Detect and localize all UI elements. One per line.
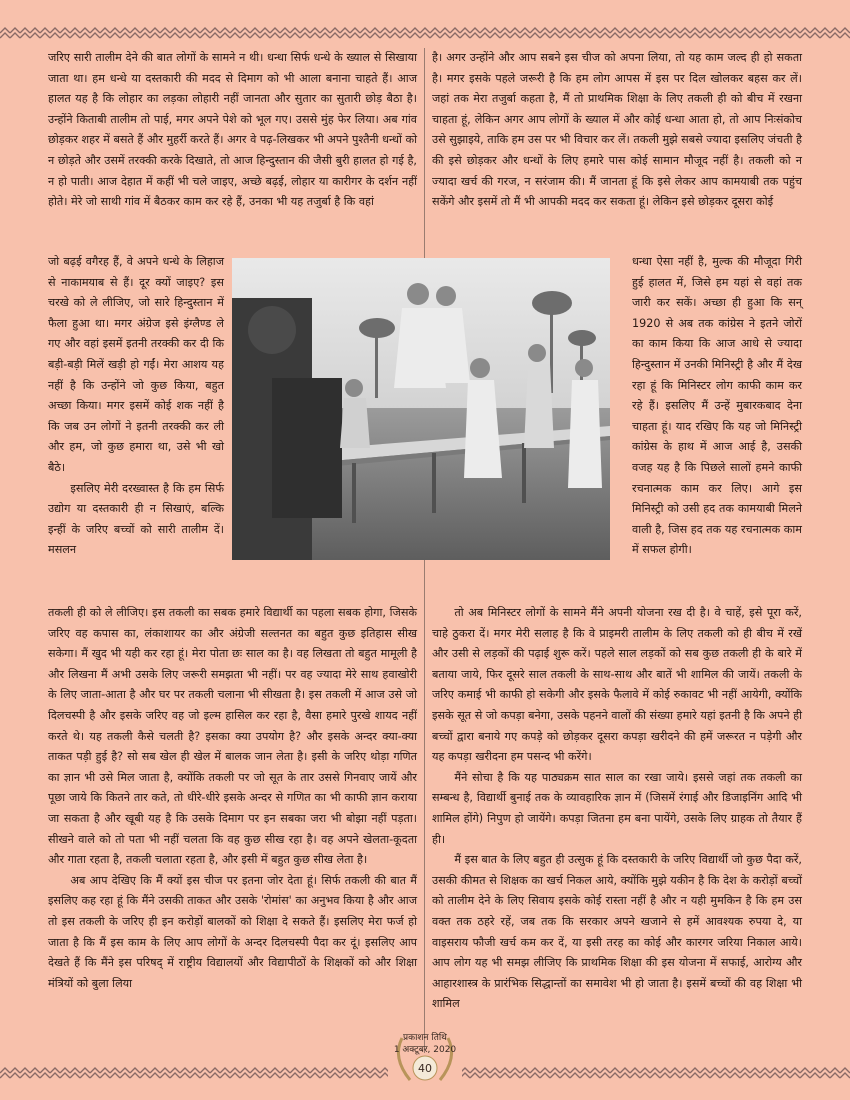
photo-image-icon bbox=[232, 258, 610, 560]
top-border bbox=[0, 26, 850, 40]
paragraph: जो बढ़ई वगैरह हैं, वे अपने धन्धे के लिहाज से नाकामयाब से हैं। दूर क्यों जाइए? इस चरखे को ले लीजिए, जो सारे हिन्दुस्तान में फैला हुआ था। मगर अंग्रेज इसे इंग्लैण्ड ले गए और वहां इसमें इतनी तरक्की कर दी कि बड़ी-बड़ी मिलें खड़ी हो गईं। मेरा आशय यह नहीं है कि उन्होंने जो कुछ किया, बहुत अच्छा किया। मगर इसमें कोई शक नहीं है कि जब उन लोगों ने इतनी तरक्की कर ली और हम, जो कुछ हमारा था, उसे भी खो बैठे। bbox=[48, 255, 224, 474]
paragraph: इसलिए मेरी दरख्वास्त है कि हम सिर्फ उद्योग या दस्तकारी ही न सिखाएं, बल्कि इन्हीं के जरिए बच्चों को सारी तालीम दें। मसलन bbox=[48, 481, 224, 557]
article-left-top bbox=[48, 48, 417, 213]
paragraph: है। अगर उन्होंने और आप सबने इस चीज को अपना लिया, तो यह काम जल्द ही हो सकता है। मगर इसके पहले जरूरी है कि हम लोग आपस में इस पर दिल खोलकर बहस कर लें। जहां तक मेरा तजुर्बा कहता है, मैं तो प्राथमिक शिक्षा के लिए तकली ही को बीच में रखना चाहता हूं, लेकिन अगर आप लोगों के ख्याल में और कोई धन्धा आता हो, तो आप निःसंकोच उसे सुझाइये, ताकि हम उस पर भी विचार कर लें। तकली मुझे सबसे ज्यादा इसलिए जंचती है की इसे छोड़कर और धन्धों के लिए हमारे पास कोई सामान मौजूद नहीं है। तकली को न ज्यादा खर्च की गरज, न सरंजाम की। मैं जानता हूं कि इसे लेकर आप कामयाबी तक पहुंच सकेंगे और इसमें तो मैं भी आपकी मदद कर सकता हूं। लेकिन इसे छोड़कर दूसरा कोई bbox=[432, 51, 802, 209]
article-left-bottom bbox=[48, 603, 417, 994]
paragraph: तकली ही को ले लीजिए। इस तकली का सबक हमारे विद्यार्थी का पहला सबक होगा, जिसके जरिए वह कपास का, लंकाशायर का और अंग्रेजी सल्तनत का बहुत कुछ इतिहास सीख सकेगा। मैं खुद भी यही कर रहा हूं। मेरा पोता छः साल का है। वह लिखता तो बहुत मामूली है और लिखना मैं अभी उसके लिए जरूरी समझता भी नहीं। पर वह ज्यादा मेरे साथ हवाखोरी के लिए जाता-आता है और घर पर तकली चलाना भी सीखता है। इस तकली में आज उसे जो दिलचस्पी है और इसके जरिए वह जो इल्म हासिल कर रहा है, वैसा हमारे पुरखे शायद नहीं करते थे। यह तकली कैसे चलती है? इसका क्या उपयोग है? और इसके अन्दर क्या-क्या ताकत पड़ी हुई है? सो सब खेल ही खेल में बालक जान लेता है। इसी के जरिए थोड़ा गणित का ज्ञान भी उसे मिल जाता है, क्योंकि तकली पर जो सूत के तार उससे गिनवाए जायें और पूछा जाये कि कितने तार कते, तो धीरे-धीरे इसके अन्दर से गणित का भी काफी ज्ञान कराया जा सकता है और खूबी यह है कि उसके दिमाग पर इन सबका जरा भी बोझा नहीं पड़ता। सीखने वाले को तो पता भी नहीं चलता कि वह कुछ सीख रहा है। वह अपने खेलता-कूदता और गाता रहता है, तकली चलाता रहता है, और इसी में बहुत कुछ सीख लेता है। bbox=[48, 606, 417, 867]
article-right-mid bbox=[632, 252, 802, 561]
article-right-top bbox=[432, 48, 802, 213]
page-number: 40 bbox=[418, 1062, 432, 1075]
article-right-bottom bbox=[432, 603, 802, 1015]
paragraph: अब आप देखिए कि मैं क्यों इस चीज पर इतना जोर देता हूं। सिर्फ तकली की बात मैं इसलिए कह रहा हूं कि मैंने उसकी ताकत और उसके 'रोमांस' का अनुभव किया है और आज तो इस तकली के जरिए ही इन करोड़ों बालकों को शिक्षा दे सकते हैं। इसलिए मेरा फर्ज हो जाता है कि मैं इस काम के लिए आप लोगों के अन्दर दिलचस्पी पैदा कर दूं। इसलिए आप देखते हैं कि मैंने इस परिषद् में राष्ट्रीय विद्यालयों और विद्यापीठों के शिक्षकों को और शिक्षा मंत्रियों को बुला लिया bbox=[48, 873, 417, 990]
paragraph: धन्धा ऐसा नहीं है, मुल्क की मौजूदा गिरी हुई हालत में, जिसे हम यहां से वहां तक जारी कर सकें। अच्छा ही हुआ कि सन् 1920 से अब तक कांग्रेस ने इतने जोरों का काम किया कि आज आधे से ज्यादा हिन्दुस्तान में उनकी मिनिस्ट्री है और मैं देख रहा हूं कि मिनिस्टर लोग काफी काम कर रहे हैं। इसलिए मैं उन्हें मुबारकबाद देना चाहता हूं। याद रखिए कि यह जो मिनिस्ट्री कांग्रेस के हाथ में आज आई है, उसकी वजह यह है कि पिछले सालों हमने काफी रचनात्मक काम कर लिए। आगे इस मिनिस्ट्री को उसी हद तक कामयाबी मिलने वाली है, जिस हद तक यह रचनात्मक काम में सफल होगी। bbox=[632, 255, 802, 557]
paragraph: मैंने सोचा है कि यह पाठ्यक्रम सात साल का रखा जाये। इससे जहां तक तकली का सम्बन्ध है, विद्यार्थी बुनाई तक के व्यावहारिक ज्ञान में (जिसमें रंगाई और डिजाइनिंग आदि भी शामिल होंगे) निपुण हो जायेंगे। कपड़ा जितना हम बना पायेंगे, उसके लिए ग्राहक तो तैयार हैं ही। bbox=[432, 770, 802, 846]
paragraph: तो अब मिनिस्टर लोगों के सामने मैंने अपनी योजना रख दी है। वे चाहें, इसे पूरा करें, चाहे ठुकरा दें। मगर मेरी सलाह है कि वे प्राइमरी तालीम के लिए तकली को ही बीच में रखें और उसी से लड़कों की पढ़ाई शुरू करें। पहले साल लड़कों को सब कुछ तकली ही के बारे में बताया जाये, फिर दूसरे साल तकली के साथ-साथ और बातें भी शामिल की जायें। तकली के जरिए कमाई भी काफी हो सकेगी और इसके फैलावे में कोई रुकावट भी नहीं आयेगी, क्योंकि इसके सूत से जो कपड़ा बनेगा, उसके पहनने वालों की संख्या हमारे यहां इतनी है कि अपने ही बच्चों द्वारा बनाये गए कपड़े को छोड़कर दूसरा कपड़ा खरीदने की हमें जरूरत न पड़ेगी और यह कपड़ा खरीदना हम पसन्द भी करेंगे। bbox=[432, 606, 802, 764]
publication-date: 1 अक्टूबर, 2020 bbox=[393, 1045, 457, 1055]
paragraph: जरिए सारी तालीम देने की बात लोगों के सामने न थी। धन्धा सिर्फ धन्धे के ख्याल से सिखाया जाता था। हम धन्धे या दस्तकारी की मदद से दिमाग को भी आला बनाना चाहते हैं। आज हालत यह है कि लोहार का लड़का लोहारी नहीं जानता और सुतार का सुतारी छोड़ बैठा है। उन्होंने किताबी तालीम तो पाई, मगर अपने पेशे को भूल गए। उससे मुंह फेर लिया। अब गांव छोड़कर शहर में बसते हैं और मुहर्री करते हैं। अगर वे पढ़-लिखकर भी अपने पुश्तैनी धन्धों को न छोड़ते और उसमें तरक्की करके दिखाते, तो आज हिन्दुस्तान की जैसी बुरी हालत हो गई है, न हो पाती। आज देहात में कहीं भी चले जाइए, अच्छे बढ़ई, लोहार या कारीगर के दर्शन नहीं होते। मेरे जो साथी गांव में बैठकर काम कर रहे हैं, उनका भी यह तजुर्बा है कि वहां bbox=[48, 51, 417, 209]
historical-photo bbox=[232, 258, 610, 560]
article-left-mid bbox=[48, 252, 224, 561]
paragraph: मैं इस बात के लिए बहुत ही उत्सुक हूं कि दस्तकारी के जरिए विद्यार्थी जो कुछ पैदा करें, उसकी कीमत से शिक्षक का खर्च निकल आये, क्योंकि मुझे यकीन है कि देश के करोड़ों बच्चों को तालीम देने के लिए सिवाय इसके कोई रास्ता नहीं है और न यही मुमकिन है कि हम उस वक्त तक ठहरे रहें, जब तक कि सरकार अपने खजाने से हमें आवश्यक रुपया दे, या वाइसराय फौजी खर्च कम कर दें, या इसी तरह का कोई और कारगर जरिया निकाल आये। आप लोग यह भी समझ लीजिए कि प्राथमिक शिक्षा की इस योजना में सफाई, आरोग्य और आहारशास्त्र के प्रारंभिक सिद्धान्तों का समावेश भी हो जाता है। इसमें बच्चों की वह शिक्षा भी शामिल bbox=[432, 853, 802, 1011]
publication-label: प्रकाशन तिथि bbox=[403, 1033, 447, 1043]
bottom-border bbox=[0, 1066, 850, 1080]
